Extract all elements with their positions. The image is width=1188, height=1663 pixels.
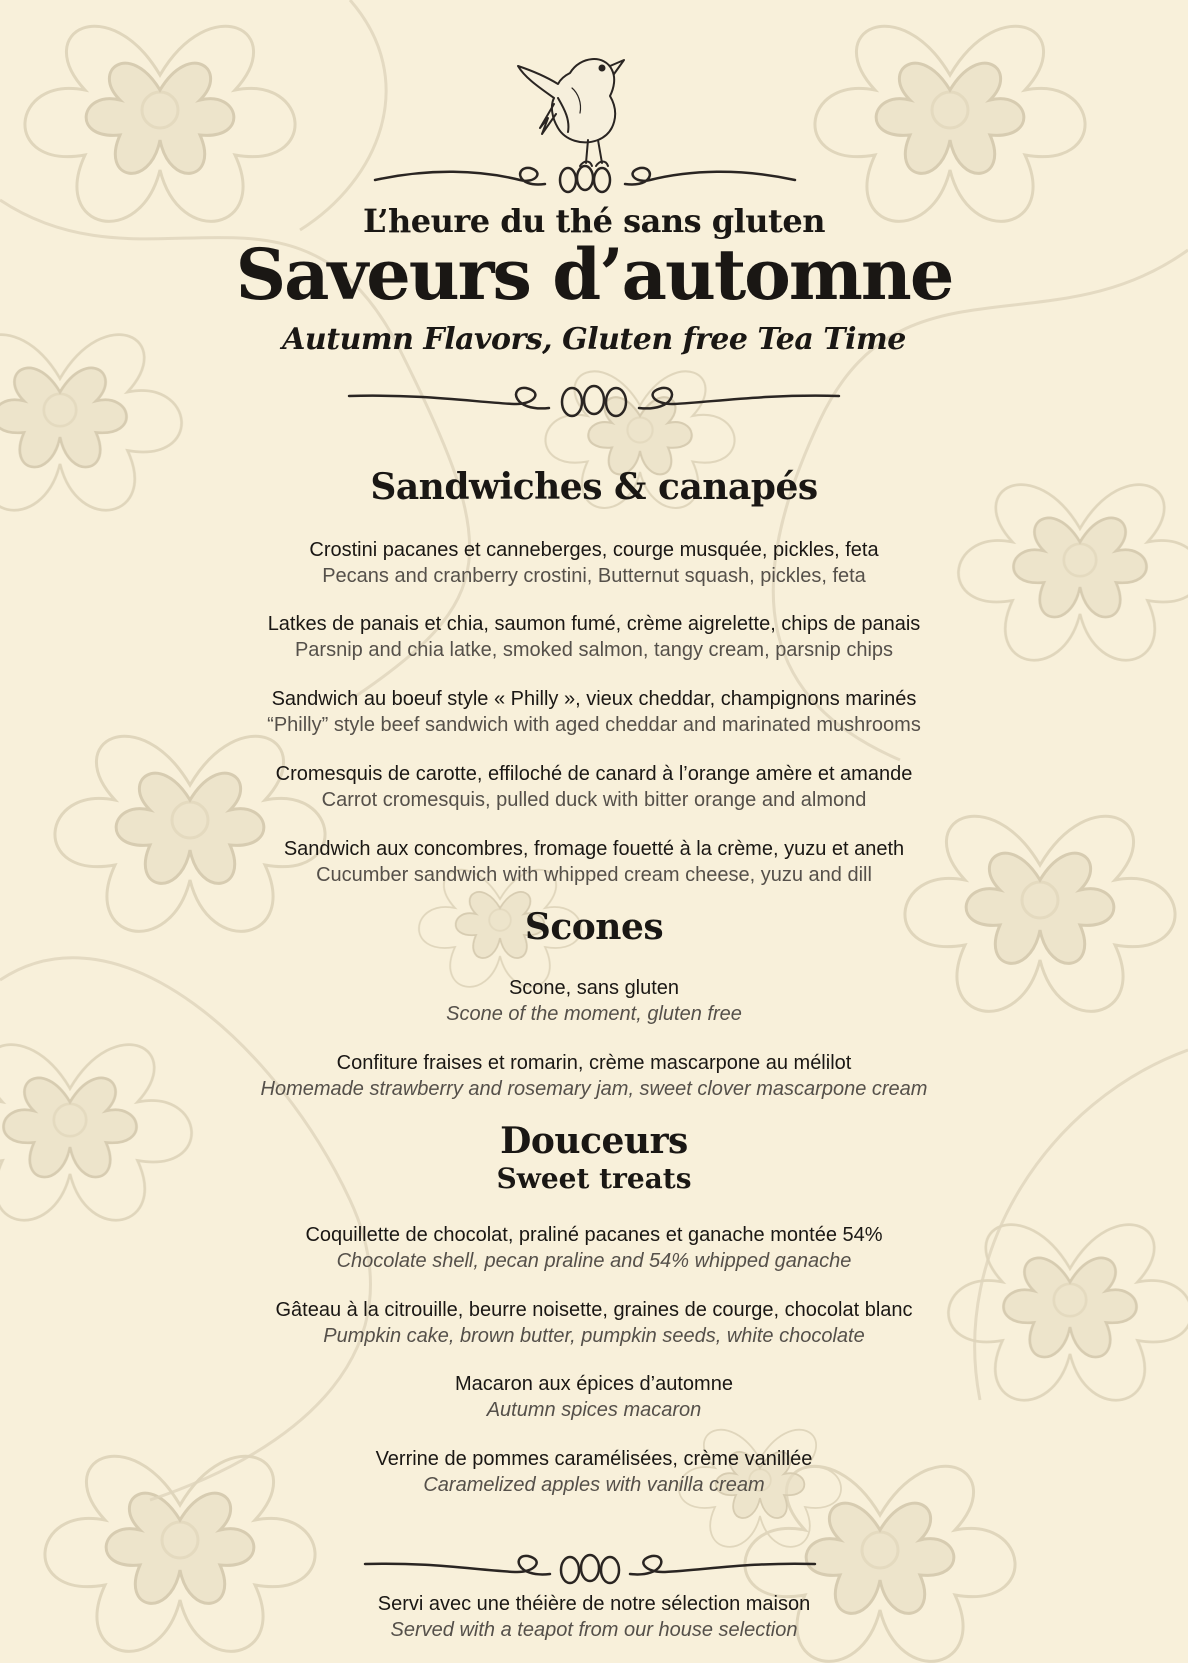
menu-item-fr: Verrine de pommes caramélisées, crème vanillée bbox=[375, 1448, 813, 1470]
section-title-scones: Scones bbox=[524, 906, 664, 948]
section-title-douceurs: Douceurs bbox=[500, 1120, 688, 1162]
menu-item-fr: Cromesquis de carotte, effiloché de canard à l’orange amère et amande bbox=[275, 763, 913, 785]
footer-note-fr: Servi avec une théière de notre sélection maison bbox=[377, 1593, 811, 1615]
section-subtitle-sweet-treats: Sweet treats bbox=[496, 1162, 692, 1195]
menu-item-fr: Sandwich au boeuf style « Philly », vieux cheddar, champignons marinés bbox=[271, 688, 917, 710]
menu-item-en: “Philly” style beef sandwich with aged cheddar and marinated mushrooms bbox=[267, 714, 921, 736]
header-flourish-divider bbox=[344, 378, 844, 422]
menu-item-en: Pumpkin cake, brown butter, pumpkin seeds, white chocolate bbox=[323, 1325, 865, 1347]
menu-item-en: Pecans and cranberry crostini, Butternut squash, pickles, feta bbox=[322, 565, 866, 587]
menu-english-title: Autumn Flavors, Gluten free Tea Time bbox=[282, 322, 906, 357]
menu-item-en: Autumn spices macaron bbox=[486, 1399, 702, 1421]
footer-flourish-divider bbox=[360, 1548, 820, 1588]
menu-item-en: Chocolate shell, pecan praline and 54% whipped ganache bbox=[336, 1250, 852, 1272]
menu-subtitle: L’heure du thé sans gluten bbox=[363, 202, 825, 240]
menu-item-en: Scone of the moment, gluten free bbox=[446, 1003, 742, 1025]
menu-title: Saveurs d’automne bbox=[235, 233, 953, 316]
menu-item-fr: Coquillette de chocolat, praliné pacanes et ganache montée 54% bbox=[305, 1224, 883, 1246]
menu-item-en: Caramelized apples with vanilla cream bbox=[423, 1474, 765, 1496]
menu-item-fr: Crostini pacanes et canneberges, courge musquée, pickles, feta bbox=[309, 539, 879, 561]
menu-item-en: Cucumber sandwich with whipped cream cheese, yuzu and dill bbox=[316, 864, 872, 886]
menu-item-fr: Gâteau à la citrouille, beurre noisette, graines de courge, chocolat blanc bbox=[275, 1299, 913, 1321]
menu-item-fr: Latkes de panais et chia, saumon fumé, crème aigrelette, chips de panais bbox=[267, 613, 921, 635]
section-title-sandwiches: Sandwiches & canapés bbox=[370, 466, 818, 508]
top-flourish-divider bbox=[370, 158, 800, 198]
menu-item-fr: Macaron aux épices d’automne bbox=[455, 1373, 733, 1395]
menu-item-en: Parsnip and chia latke, smoked salmon, tangy cream, parsnip chips bbox=[294, 639, 894, 661]
menu-item-en: Carrot cromesquis, pulled duck with bitter orange and almond bbox=[321, 789, 867, 811]
menu-item-fr: Confiture fraises et romarin, crème mascarpone au mélilot bbox=[336, 1052, 852, 1074]
menu-item-en: Homemade strawberry and rosemary jam, sweet clover mascarpone cream bbox=[260, 1078, 928, 1100]
menu-item-fr: Scone, sans gluten bbox=[508, 977, 680, 999]
menu-item-fr: Sandwich aux concombres, fromage fouetté à la crème, yuzu et aneth bbox=[283, 838, 905, 860]
footer-note-en: Served with a teapot from our house selection bbox=[390, 1619, 798, 1641]
